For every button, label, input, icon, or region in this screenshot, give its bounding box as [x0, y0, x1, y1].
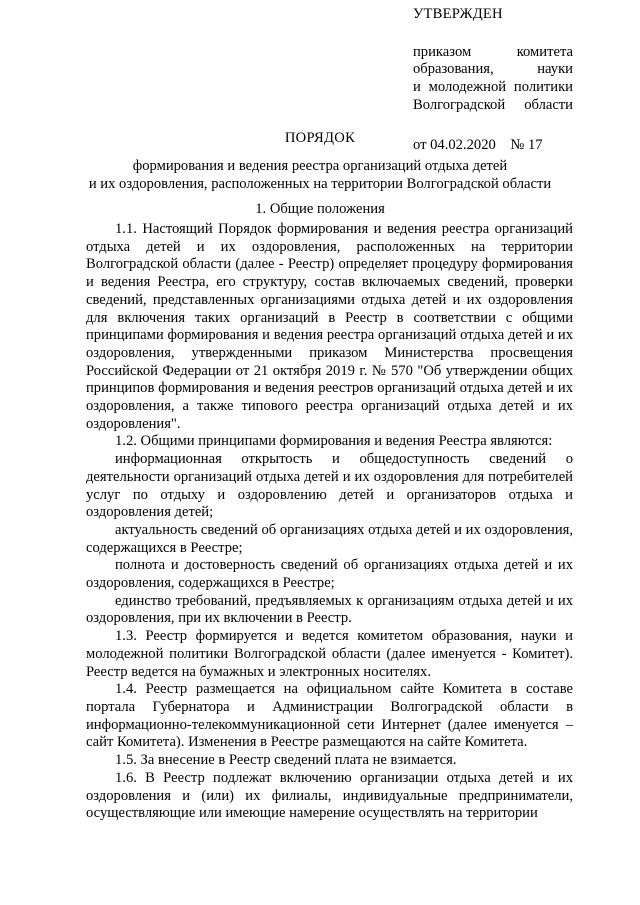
document-body — [86, 221, 573, 823]
approval-line: Волгоградской области — [413, 96, 573, 113]
approval-line: и молодежной политики — [413, 79, 573, 96]
document-title: ПОРЯДОК — [284, 130, 356, 146]
approval-header: УТВЕРЖДЕН — [413, 6, 503, 22]
paragraph-1-5: 1.5. За внесение в Реестр сведений плата не взимается. — [115, 752, 457, 769]
paragraph-1-1: 1.1. Настоящий Порядок формирования и ведения реестра организаций отдыха детей и их оздоровления, расположенных на территории Волгоградской области (далее - Реестр) определяет процедуру формирования и ведения Реестра, его структуру, состав включаемых сведений, проверки сведений, представленных организациями отдыха детей и их оздоровления для включения таких организаций в Реестр в соответствии с общими принципами формирования и ведения реестра организаций отдыха детей и их оздоровления, утвержденными приказом Министерства просвещения Российской Федерации от 21 октября 2019 г. № 570 "Об утверждении общих принципов формирования и ведения реестров организаций отдыха детей и их оздоровления, а также типового реестра организаций отдыха детей и их оздоровления". — [86, 221, 573, 432]
approval-order — [413, 44, 573, 115]
principle-relevance: актуальность сведений об организациях отдыха детей и их оздоровления, содержащихся в Реестре; — [86, 521, 573, 556]
paragraph-1-2: 1.2. Общими принципами формирования и ведения Реестра являются: — [115, 433, 553, 450]
approval-line: образования, науки — [413, 61, 573, 78]
paragraph-1-6: 1.6. В Реестр подлежат включению организации отдыха детей и их оздоровления и (или) их филиалы, индивидуальные предприниматели, осуществляющие или имеющие намерение осуществлять на территории — [86, 769, 573, 822]
approval-date: от 04.02.2020 № 17 — [413, 136, 543, 153]
principle-uniformity: единство требований, предъявляемых к организациям отдыха детей и их оздоровления, при их включении в Реестр. — [86, 592, 573, 627]
subtitle-line: и их оздоровления, расположенных на территории Волгоградской области — [88, 175, 552, 192]
approval-line: приказом комитета — [413, 43, 573, 60]
subtitle-line: формирования и ведения реестра организаций отдыха детей — [132, 158, 508, 174]
section-heading: 1. Общие положения — [255, 201, 385, 217]
document-subtitle — [60, 158, 580, 193]
paragraph-1-4: 1.4. Реестр размещается на официальном сайте Комитета в составе портала Губернатора и Администрации Волгоградской области в информационно-телекоммуникационной сети Интернет (далее именуется – сайт Комитета). Изменения в Реестре размещаются на сайте Комитета. — [86, 681, 573, 751]
principle-completeness: полнота и достоверность сведений об организациях отдыха детей и их оздоровления, содержащихся в Реестре; — [86, 557, 573, 592]
principle-openness: информационная открытость и общедоступность сведений о деятельности организаций отдыха детей и их оздоровления для потребителей услуг по отдыху и оздоровлению детей и организаторов отдыха и оздоровления детей; — [86, 451, 573, 521]
paragraph-1-3: 1.3. Реестр формируется и ведется комитетом образования, науки и молодежной политики Волгоградской области (далее именуется - Комитет). Реестр ведется на бумажных и электронных носителях. — [86, 628, 573, 680]
